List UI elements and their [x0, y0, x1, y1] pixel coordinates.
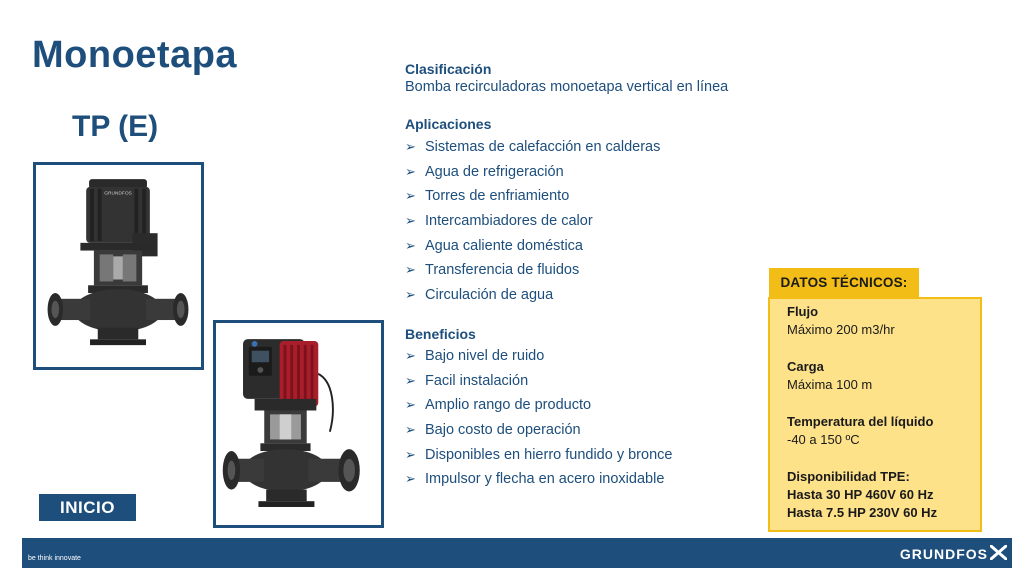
list-item: ➢ Circulación de agua [405, 287, 554, 304]
list-item: ➢ Torres de enfriamiento [405, 188, 570, 205]
list-item: ➢ Bajo costo de operación [405, 422, 581, 439]
list-item: ➢ Amplio rango de producto [405, 397, 592, 414]
list-item: ➢ Sistemas de calefacción en calderas [405, 139, 661, 155]
svg-text:GRUNDFOS: GRUNDFOS [104, 191, 132, 197]
list-item: ➢ Facil instalación [405, 372, 529, 389]
flujo-value: Máximo 200 m3/hr [787, 322, 895, 337]
footer-bar [22, 538, 1012, 568]
temperatura-value: -40 a 150 ºC [787, 432, 860, 447]
arrow-bullet-icon: ➢ [405, 262, 416, 278]
carga-value: Máxima 100 m [787, 377, 873, 392]
clasificacion-text: Bomba recirculadoras monoetapa vertical en línea [405, 79, 729, 95]
disponibilidad-value-2: Hasta 7.5 HP 230V 60 Hz [787, 505, 938, 520]
slide-title: Monoetapa [32, 34, 238, 76]
list-item: ➢ Agua de refrigeración [405, 163, 564, 180]
arrow-bullet-icon: ➢ [405, 372, 416, 388]
brand-logo-text: GRUNDFOS [899, 546, 988, 562]
clasificacion-title: Clasificación [405, 61, 492, 77]
arrow-bullet-icon: ➢ [405, 188, 416, 204]
list-item: ➢ Impulsor y flecha en acero inoxidable [405, 471, 665, 488]
beneficios-list [405, 346, 672, 494]
disponibilidad-label: Disponibilidad TPE: [787, 469, 910, 484]
tp-pump-image [36, 165, 201, 367]
list-item: ➢ Disponibles en hierro fundido y bronce [405, 446, 673, 463]
pump-image-frame-tp [33, 162, 204, 370]
arrow-bullet-icon: ➢ [405, 471, 416, 487]
footer-tagline: be think innovate [28, 555, 81, 562]
list-item: ➢ Intercambiadores de calor [405, 213, 593, 230]
arrow-bullet-icon: ➢ [405, 287, 416, 303]
grundfos-x-icon [990, 545, 1007, 560]
datos-tecnicos-panel [768, 297, 982, 532]
arrow-bullet-icon: ➢ [405, 397, 416, 413]
inicio-button[interactable]: INICIO [39, 494, 136, 521]
temperatura-label: Temperatura del líquido [787, 414, 934, 429]
tpe-pump-image [216, 323, 381, 525]
list-item: ➢ Transferencia de fluidos [405, 262, 580, 279]
beneficios-title: Beneficios [405, 326, 476, 342]
model-name: TP (E) [72, 110, 159, 143]
arrow-bullet-icon: ➢ [405, 446, 416, 462]
carga-label: Carga [787, 359, 824, 374]
arrow-bullet-icon: ➢ [405, 348, 416, 363]
arrow-bullet-icon: ➢ [405, 213, 416, 229]
flujo-label: Flujo [787, 304, 819, 319]
arrow-bullet-icon: ➢ [405, 139, 416, 154]
disponibilidad-value-1: Hasta 30 HP 460V 60 Hz [787, 487, 934, 502]
aplicaciones-title: Aplicaciones [405, 116, 492, 132]
list-item: ➢ Agua caliente doméstica [405, 237, 583, 254]
datos-tecnicos-header: DATOS TÉCNICOS: [769, 268, 919, 298]
arrow-bullet-icon: ➢ [405, 237, 416, 253]
list-item: ➢ Bajo nivel de ruido [405, 348, 545, 364]
aplicaciones-list [405, 137, 660, 310]
arrow-bullet-icon: ➢ [405, 422, 416, 438]
arrow-bullet-icon: ➢ [405, 163, 416, 179]
pump-image-frame-tpe [213, 320, 384, 528]
